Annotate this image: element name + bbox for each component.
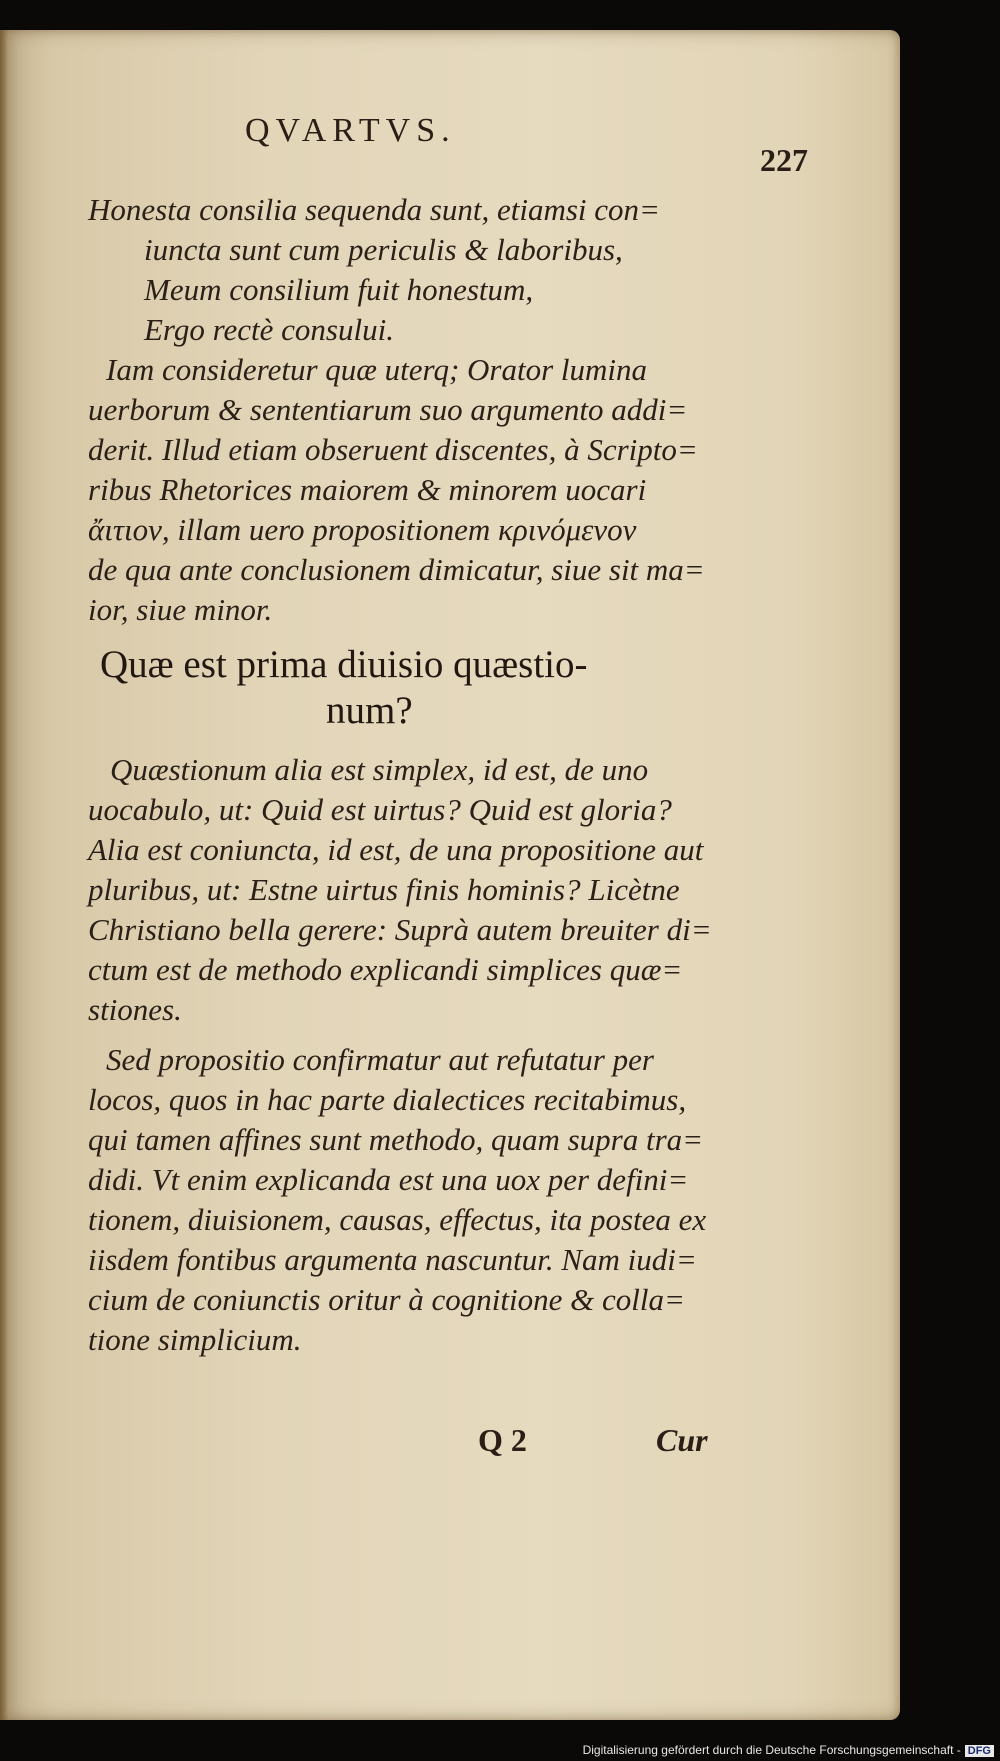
text-line: didi. Vt enim explicanda est una uox per defini= <box>88 1162 689 1197</box>
text-line: tione simplicium. <box>88 1322 302 1357</box>
text-line: ior, siue minor. <box>88 592 273 627</box>
text-line: cium de coniunctis oritur à cognitione & colla= <box>88 1282 685 1317</box>
catchword: Cur <box>656 1422 708 1458</box>
text-line: ἄιτιον, illam uero propositionem κρινόμενον <box>88 512 637 547</box>
dfg-logo: DFG <box>965 1745 994 1757</box>
running-head: QVARTVS. <box>245 112 456 149</box>
section-heading <box>88 642 718 734</box>
text-line: Meum consilium fuit honestum, <box>144 272 534 307</box>
heading-line: Quæ est prima diuisio quæstio- <box>100 643 588 686</box>
text-line: Honesta consilia sequenda sunt, etiamsi con= <box>88 192 660 227</box>
text-line: iisdem fontibus argumenta nascuntur. Nam iudi= <box>88 1242 697 1277</box>
paragraph-3 <box>88 1040 718 1360</box>
text-line: uerborum & sententiarum suo argumento addi= <box>88 392 688 427</box>
syllogism <box>88 190 718 350</box>
text-line: ctum est de methodo explicandi simplices quæ= <box>88 952 683 987</box>
text-line: locos, quos in hac parte dialectices recitabimus, <box>88 1082 687 1117</box>
text-line: iuncta sunt cum periculis & laboribus, <box>144 232 623 267</box>
credit-text: Digitalisierung gefördert durch die Deutsche Forschungsgemeinschaft - <box>582 1743 961 1757</box>
text-line: Ergo rectè consului. <box>144 312 394 347</box>
text-line: uocabulo, ut: Quid est uirtus? Quid est gloria? <box>88 792 672 827</box>
heading-line: num? <box>326 689 413 732</box>
text-line: derit. Illud etiam obseruent discentes, à Scripto= <box>88 432 698 467</box>
text-line: qui tamen affines sunt methodo, quam supra tra= <box>88 1122 704 1157</box>
text-line: Christiano bella gerere: Suprà autem breuiter di= <box>88 912 712 947</box>
paragraph-1 <box>88 350 718 630</box>
text-line: de qua ante conclusionem dimicatur, siue sit ma= <box>88 552 705 587</box>
text-line: stiones. <box>88 992 182 1027</box>
page-number: 227 <box>760 142 808 178</box>
page-body <box>88 190 718 1360</box>
paragraph-2 <box>88 750 718 1030</box>
text-line: Iam consideretur quæ uterq; Orator lumina <box>106 352 648 387</box>
text-line: tionem, diuisionem, causas, effectus, ita postea ex <box>88 1202 707 1237</box>
text-line: pluribus, ut: Estne uirtus finis hominis? Licètne <box>88 872 680 907</box>
digitization-credit <box>583 1743 994 1757</box>
signature-mark: Q 2 <box>478 1422 527 1458</box>
page-gutter-shadow <box>0 30 8 1720</box>
text-line: ribus Rhetorices maiorem & minorem uocari <box>88 472 647 507</box>
text-line: Alia est coniuncta, id est, de una propositione aut <box>88 832 704 867</box>
book-page <box>0 30 900 1720</box>
text-line: Quæstionum alia est simplex, id est, de uno <box>110 752 649 787</box>
text-line: Sed propositio confirmatur aut refutatur per <box>106 1042 654 1077</box>
